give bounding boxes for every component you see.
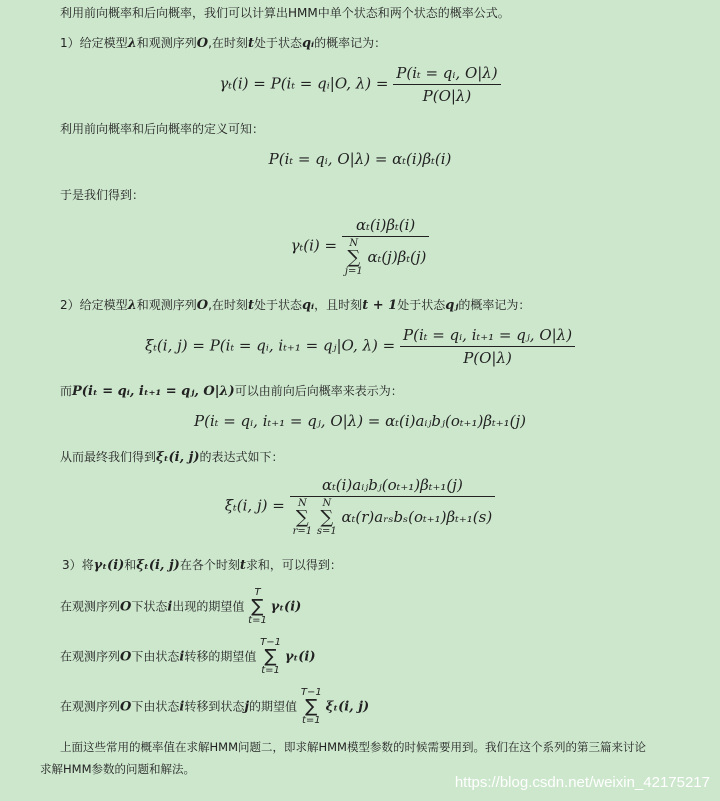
s2-text: 和观测序列 [136,298,197,312]
time-symbol: t [247,36,254,51]
summation: T−1 ∑ t=1 [300,687,322,726]
gamma-term: γₜ(i) [284,649,316,665]
eq4-lhs: ξₜ(i, j) = P(iₜ = qᵢ, iₜ₊₁ = qⱼ|O, λ) = [144,336,396,355]
observation-symbol: O [196,298,209,313]
s1-text: 和观测序列 [136,36,197,50]
state-symbol: qᵢ [301,36,315,51]
eq3-denominator [342,237,430,277]
s3-text: 求和，可以得到： [245,558,342,572]
s1-text: 处于状态 [253,36,302,50]
xi-symbol: ξₜ(i, j) [156,450,200,465]
expectation-state-occurrence [60,588,301,626]
xi-symbol: ξₜ(i, j) [136,558,180,573]
e3-text: 下由状态 [131,699,180,714]
s3-text: 3）将 [62,558,94,572]
final-text: 从而最终我们得到 [60,450,157,464]
and-text: 可以由前向后向概率来表示为： [234,384,403,398]
e1-text: 出现的期望值 [172,599,245,614]
time-symbol: t [239,558,246,573]
equation-xi-result [0,476,720,537]
state-j-symbol: qⱼ [445,298,459,313]
e1-text: 在观测序列 [60,599,121,614]
e3-text: 的期望值 [249,699,298,714]
expectation-state-transition [60,638,315,676]
sum-lower-limit: t=1 [261,665,280,676]
sum-upper-limit: N [349,238,359,249]
lambda-symbol: λ [127,36,137,51]
observation-symbol: O [196,36,209,51]
s1-text: ,在时刻 [208,36,248,50]
closing-paragraph-line-1: 上面这些常用的概率值在求解HMM问题二，即求解HMM模型参数的时候需要用到。我们在这个系列的第三篇来讨论 [60,740,646,754]
e2-text: 转移的期望值 [184,649,257,664]
eq6-fraction [290,476,496,537]
s1-text: 的概率记为： [314,36,387,50]
sum-lower-limit: t=1 [301,715,321,726]
state-i-symbol: qᵢ [301,298,315,313]
s2-text: 2）给定模型 [60,298,128,312]
eq3-lhs: γₜ(i) = [290,236,338,255]
sum-lower-limit: t=1 [248,615,267,626]
final-text: 的表达式如下： [199,450,284,464]
sum-lower-limit: j=1 [344,266,363,277]
sum-upper-limit: N [322,498,332,509]
equation-forward-backward: P(iₜ = qᵢ, O|λ) = αₜ(i)βₜ(i) [268,150,452,168]
equation-gamma-result [0,216,720,277]
s3-text: 和 [124,558,137,572]
eq1-fraction [393,64,500,105]
summation: N ∑ s=1 [316,498,337,537]
eq6-denominator-term: αₜ(r)aᵣₛbₛ(oₜ₊₁)βₜ₊₁(s) [341,508,493,526]
eq1-denominator: P(O|λ) [422,87,472,105]
final-paragraph [60,448,284,467]
summation: N ∑ r=1 [292,498,313,537]
summation: T−1 ∑ t=1 [260,637,282,676]
intro-paragraph: 利用前向概率和后向概率，我们可以计算出HMM中单个状态和两个状态的概率公式。 [60,6,510,20]
s2-text: ,在时刻 [208,298,248,312]
summation: N ∑ j=1 [344,238,363,277]
and-text: 而 [60,384,73,398]
eq1-numerator: P(iₜ = qᵢ, O|λ) [393,64,500,85]
s1-text: 1）给定模型 [60,36,128,50]
sum-upper-limit: T−1 [300,687,322,698]
sum-lower-limit: r=1 [292,526,313,537]
watermark-url: https://blog.csdn.net/weixin_42175217 [454,774,710,791]
e3-text: 转移到状态 [184,699,245,714]
s3-text: 在各个时刻 [179,558,240,572]
e3-text: 在观测序列 [60,699,121,714]
s2-text: 的概率记为： [458,298,531,312]
state-j-symbol: j [244,699,250,715]
s2-text: 处于状态 [397,298,446,312]
closing-paragraph-line-2: 求解HMM参数的问题和解法。 [40,762,195,776]
eq3-denominator-term: αₜ(j)βₜ(j) [367,248,427,266]
representation-paragraph [60,382,403,401]
eq6-lhs: ξₜ(i, j) = [224,496,285,515]
summation: T ∑ t=1 [248,587,267,626]
section-3-heading [62,556,342,575]
observation-symbol: O [120,599,132,615]
equation-xi-definition [0,326,720,367]
eq1-lhs: γₜ(i) = P(iₜ = qᵢ|O, λ) = [219,74,389,93]
eq3-fraction [342,216,430,277]
eq6-numerator: αₜ(i)aᵢⱼbⱼ(oₜ₊₁)βₜ₊₁(j) [290,476,496,497]
sum-upper-limit: T−1 [260,637,282,648]
s2-text: 处于状态 [253,298,302,312]
state-i-symbol: i [167,599,173,615]
result-paragraph: 于是我们得到： [60,188,145,202]
observation-symbol: O [120,699,132,715]
xi-term: ξₜ(i, j) [325,699,370,715]
observation-symbol: O [120,649,132,665]
equation-gamma-definition [0,64,720,105]
section-2-heading [60,296,530,315]
time-symbol: t [247,298,254,313]
time-plus-one-symbol: t + 1 [362,298,398,313]
eq4-denominator: P(O|λ) [463,349,512,367]
eq4-fraction [400,326,575,367]
eq3-numerator: αₜ(i)βₜ(i) [342,216,430,237]
lambda-symbol: λ [127,298,137,313]
expectation-transition-i-to-j [60,688,369,726]
equation-xi-expansion: P(iₜ = qᵢ, iₜ₊₁ = qⱼ, O|λ) = αₜ(i)aᵢⱼbⱼ(oₜ₊₁)βₜ₊₁(j) [194,412,526,430]
eq6-denominator [290,497,496,537]
sum-upper-limit: N [297,498,307,509]
section-1-heading [60,34,386,53]
definition-paragraph: 利用前向概率和后向概率的定义可知： [60,122,265,136]
joint-probability-symbol: P(iₜ = qᵢ, iₜ₊₁ = qⱼ, O|λ) [72,384,235,399]
gamma-term: γₜ(i) [270,599,302,615]
e1-text: 下状态 [131,599,168,614]
eq4-numerator: P(iₜ = qᵢ, iₜ₊₁ = qⱼ, O|λ) [400,326,575,347]
state-i-symbol: i [179,699,185,715]
e2-text: 下由状态 [131,649,180,664]
state-i-symbol: i [179,649,185,665]
gamma-symbol: γₜ(i) [93,558,125,573]
s2-text: ，且时刻 [314,298,363,312]
sum-upper-limit: T [254,587,261,598]
e2-text: 在观测序列 [60,649,121,664]
sum-lower-limit: s=1 [316,526,337,537]
